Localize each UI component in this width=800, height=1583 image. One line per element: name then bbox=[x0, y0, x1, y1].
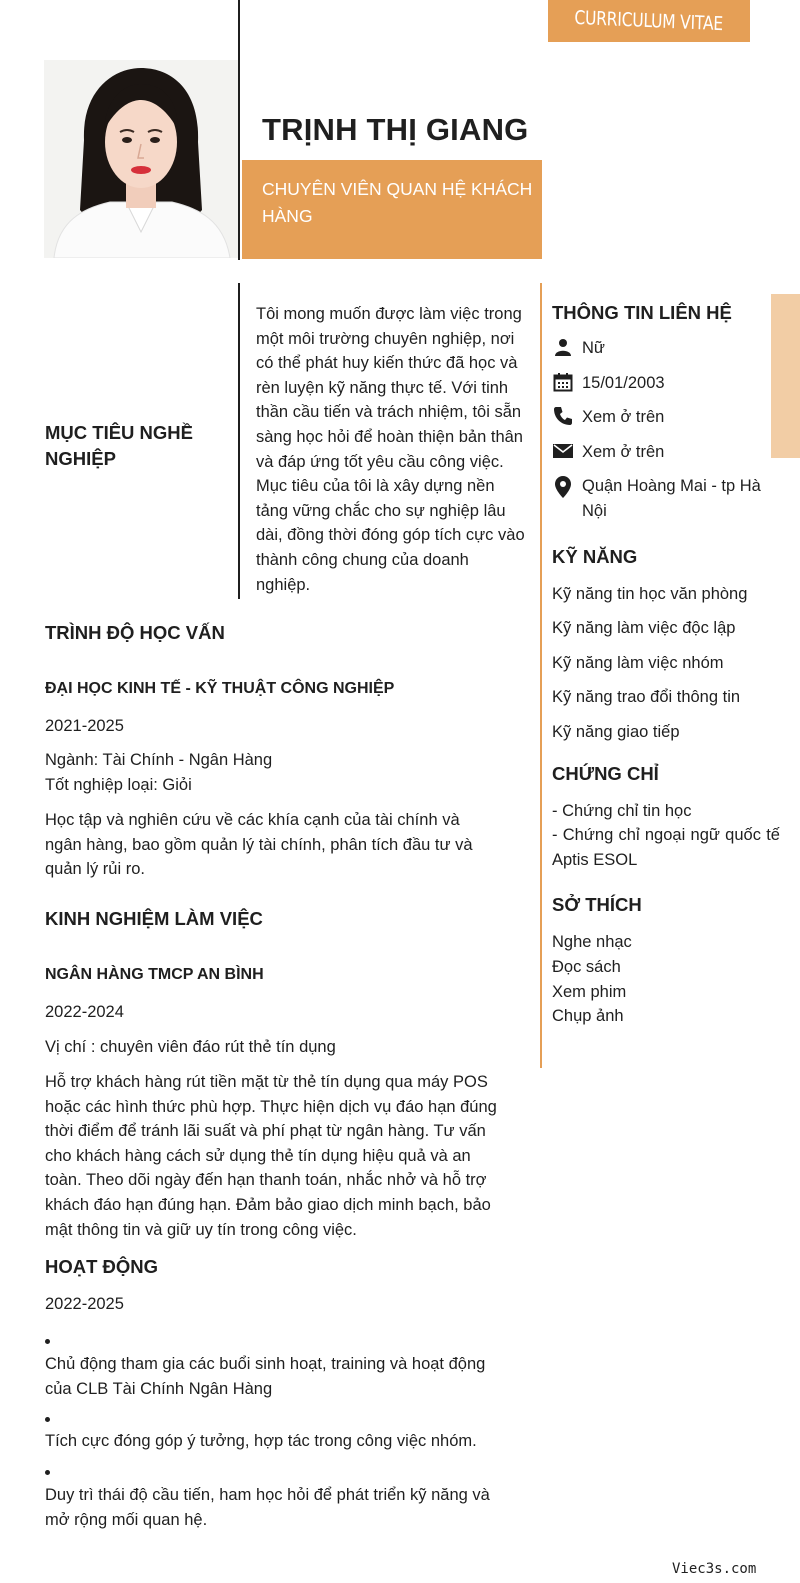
activity-item: Duy trì thái độ cầu tiến, ham học hỏi để phát triển kỹ năng và mở rộng mối quan hệ. bbox=[45, 1486, 490, 1529]
experience-period: 2022-2024 bbox=[45, 1003, 124, 1021]
hobby-item: Nghe nhạc bbox=[552, 933, 632, 952]
job-title: CHUYÊN VIÊN QUAN HỆ KHÁCH HÀNG bbox=[262, 179, 533, 226]
contact-birthday: 15/01/2003 bbox=[582, 373, 665, 392]
contact-heading: THÔNG TIN LIÊN HỆ bbox=[552, 302, 732, 323]
mail-icon bbox=[552, 440, 574, 462]
portrait-illustration bbox=[44, 60, 238, 258]
contact-phone: Xem ở trên bbox=[582, 408, 665, 427]
skills-heading: KỸ NĂNG bbox=[552, 545, 638, 567]
experience-company: NGÂN HÀNG TMCP AN BÌNH bbox=[45, 966, 264, 983]
cv-banner-text: CURRICULUM VITAE bbox=[574, 6, 724, 36]
candidate-name: TRỊNH THỊ GIANG bbox=[262, 112, 529, 147]
certificate-item: - Chứng chỉ ngoại ngữ quốc tế Aptis ESOL bbox=[552, 826, 780, 869]
contact-phone-row bbox=[552, 405, 780, 430]
hobbies-heading: SỞ THÍCH bbox=[552, 894, 642, 916]
bullet-icon bbox=[45, 1417, 50, 1422]
activity-item: Chủ động tham gia các buổi sinh hoạt, training và hoạt động của CLB Tài Chính Ngân Hàng bbox=[45, 1355, 486, 1398]
calendar-icon bbox=[552, 371, 574, 393]
skill-item: Kỹ năng làm việc độc lập bbox=[552, 619, 736, 638]
education-period: 2021-2025 bbox=[45, 717, 124, 735]
contact-birthday-row bbox=[552, 371, 780, 396]
contact-email-row bbox=[552, 440, 780, 465]
job-title-box bbox=[242, 160, 542, 259]
location-pin-icon bbox=[552, 476, 574, 498]
right-column-divider bbox=[540, 283, 542, 1068]
experience-description: Hỗ trợ khách hàng rút tiền mặt từ thẻ tín dụng qua máy POS hoặc các hình thức phù hợp. Thực hiện dịch vụ đáo hạn đúng thời điểm để tránh lãi suất và phí phạt từ ngân hàng. Tư vấn cho khách hàng cách sử dụng thẻ tín dụng hiệu quả và an toàn. Theo dõi ngày đến hạn thanh toán, nhắc nhở và hỗ trợ khách đáo hạn đúng hạn. Đảm bảo giao dịch minh bạch, bảo mật thông tin và giữ uy tín trong công việc. bbox=[45, 1073, 497, 1239]
hobby-item: Đọc sách bbox=[552, 957, 621, 976]
bullet-icon bbox=[45, 1339, 50, 1344]
hobby-item: Xem phim bbox=[552, 982, 627, 1001]
cv-banner bbox=[548, 0, 750, 42]
skill-item: Kỹ năng tin học văn phòng bbox=[552, 584, 748, 603]
education-grade: Tốt nghiệp loại: Giỏi bbox=[45, 776, 192, 794]
right-column bbox=[552, 302, 780, 1029]
skill-item: Kỹ năng trao đổi thông tin bbox=[552, 688, 741, 707]
experience-heading: KINH NGHIỆM LÀM VIỆC bbox=[45, 908, 263, 929]
education-description: Học tập và nghiên cứu về các khía cạnh của tài chính và ngân hàng, bao gồm quản lý tài chính, phân tích đầu tư và quản lý rủi ro. bbox=[45, 811, 473, 879]
activities-heading: HOẠT ĐỘNG bbox=[45, 1256, 159, 1277]
objective-divider bbox=[238, 283, 240, 599]
hobby-item: Chụp ảnh bbox=[552, 1007, 624, 1026]
activity-item: Tích cực đóng góp ý tưởng, hợp tác trong công việc nhóm. bbox=[45, 1432, 477, 1450]
objective-text: Tôi mong muốn được làm việc trong một môi trường chuyên nghiệp, nơi có thể phát huy kiến thức đã học và rèn luyện kỹ năng thực tế. Với tinh thần cầu tiến và trách nhiệm, tôi sẵn sàng học hỏi để hoàn thiện bản thân và đáp ứng tốt yêu cầu công việc. Mục tiêu của tôi là xây dựng nền tảng vững chắc cho sự nghiệp lâu dài, đồng thời đóng góp tích cực vào thành công chung của doanh nghiệp. bbox=[256, 305, 525, 594]
header-divider bbox=[238, 0, 240, 260]
contact-gender-row bbox=[552, 336, 780, 361]
activities-period: 2022-2025 bbox=[45, 1295, 124, 1313]
skill-item: Kỹ năng làm việc nhóm bbox=[552, 653, 724, 672]
bullet-icon bbox=[45, 1470, 50, 1475]
objective-heading: MỤC TIÊU NGHỀ NGHIỆP bbox=[45, 422, 193, 469]
education-major: Ngành: Tài Chính - Ngân Hàng bbox=[45, 751, 273, 769]
contact-email: Xem ở trên bbox=[582, 442, 665, 461]
contact-address-row bbox=[552, 474, 780, 523]
profile-photo bbox=[44, 60, 238, 258]
certificates-heading: CHỨNG CHỈ bbox=[552, 762, 659, 784]
experience-position: Vị chí : chuyên viên đáo rút thẻ tín dụng bbox=[45, 1038, 336, 1056]
contact-gender: Nữ bbox=[582, 339, 605, 357]
education-school: ĐẠI HỌC KINH TẾ - KỸ THUẬT CÔNG NGHIỆP bbox=[45, 680, 395, 697]
person-icon bbox=[552, 336, 574, 358]
phone-icon bbox=[552, 405, 574, 427]
footer-watermark: Viec3s.com bbox=[672, 1561, 757, 1577]
skill-item: Kỹ năng giao tiếp bbox=[552, 722, 680, 741]
education-heading: TRÌNH ĐỘ HỌC VẤN bbox=[45, 622, 225, 643]
contact-address: Quận Hoàng Mai - tp Hà Nội bbox=[582, 477, 761, 520]
certificate-item: - Chứng chỉ tin học bbox=[552, 801, 692, 820]
